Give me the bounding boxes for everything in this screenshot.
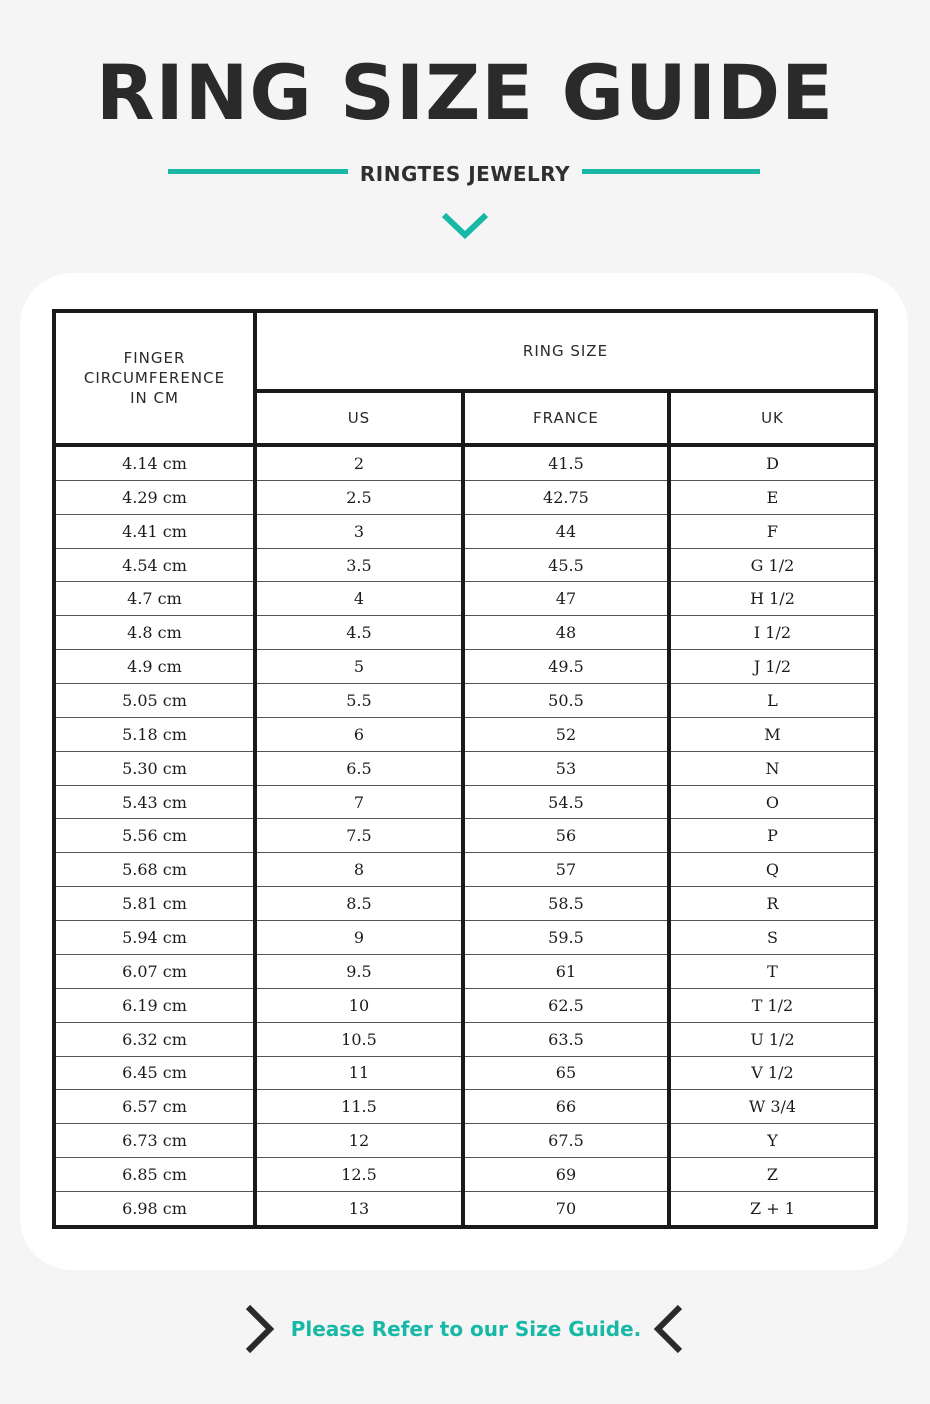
chevron-right-icon [242,1303,276,1355]
cell-circumference: 4.8 cm [54,616,255,650]
table-row [54,954,876,988]
cell-us: 2 [255,445,463,480]
table-row [54,921,876,955]
cell-us: 6 [255,717,463,751]
cell-circumference: 6.57 cm [54,1090,255,1124]
cell-france: 69 [463,1158,669,1192]
cell-circumference: 4.41 cm [54,514,255,548]
cell-uk: S [669,921,876,955]
cell-circumference: 6.07 cm [54,954,255,988]
cell-france: 47 [463,582,669,616]
cell-us: 5.5 [255,684,463,718]
chevron-left-icon [652,1303,686,1355]
cell-circumference: 5.05 cm [54,684,255,718]
cell-uk: R [669,887,876,921]
cell-us: 6.5 [255,751,463,785]
header-us: US [255,391,463,445]
cell-uk: I 1/2 [669,616,876,650]
cell-us: 8 [255,853,463,887]
cell-us: 9 [255,921,463,955]
cell-us: 12.5 [255,1158,463,1192]
brand-name: RINGTES JEWELRY [359,162,571,186]
cell-uk: V 1/2 [669,1056,876,1090]
cell-us: 7 [255,785,463,819]
table-row [54,785,876,819]
cell-france: 65 [463,1056,669,1090]
cell-circumference: 5.68 cm [54,853,255,887]
cell-uk: Z [669,1158,876,1192]
table-row [54,445,876,480]
cell-us: 7.5 [255,819,463,853]
cell-us: 11.5 [255,1090,463,1124]
cell-uk: Y [669,1124,876,1158]
cell-us: 13 [255,1191,463,1227]
cell-circumference: 5.81 cm [54,887,255,921]
ring-size-table [52,309,878,1229]
cell-circumference: 6.19 cm [54,988,255,1022]
cell-uk: G 1/2 [669,548,876,582]
cell-france: 67.5 [463,1124,669,1158]
left-divider [168,169,348,174]
cell-circumference: 5.43 cm [54,785,255,819]
cell-us: 4 [255,582,463,616]
cell-uk: Q [669,853,876,887]
cell-uk: N [669,751,876,785]
cell-circumference: 4.54 cm [54,548,255,582]
cell-us: 9.5 [255,954,463,988]
cell-france: 70 [463,1191,669,1227]
cell-france: 56 [463,819,669,853]
cell-circumference: 5.94 cm [54,921,255,955]
cell-circumference: 5.30 cm [54,751,255,785]
cell-france: 48 [463,616,669,650]
cell-circumference: 5.18 cm [54,717,255,751]
cell-circumference: 6.45 cm [54,1056,255,1090]
table-row [54,819,876,853]
cell-france: 59.5 [463,921,669,955]
cell-uk: P [669,819,876,853]
cell-us: 5 [255,650,463,684]
table-row [54,1124,876,1158]
header-finger-label: FINGER CIRCUMFERENCE IN CM [83,349,226,407]
cell-us: 3 [255,514,463,548]
table-row [54,582,876,616]
table-row [54,514,876,548]
cell-circumference: 6.85 cm [54,1158,255,1192]
cell-uk: U 1/2 [669,1022,876,1056]
cell-france: 52 [463,717,669,751]
cell-circumference: 5.56 cm [54,819,255,853]
cell-us: 2.5 [255,480,463,514]
cell-france: 44 [463,514,669,548]
cell-us: 8.5 [255,887,463,921]
header-uk: UK [669,391,876,445]
cell-uk: O [669,785,876,819]
cell-uk: T 1/2 [669,988,876,1022]
table-row [54,1090,876,1124]
cell-us: 3.5 [255,548,463,582]
header-ring-size: RING SIZE [255,311,876,391]
table-row [54,988,876,1022]
cell-us: 10.5 [255,1022,463,1056]
header-finger-circumference [54,311,255,445]
cell-france: 66 [463,1090,669,1124]
table-row [54,853,876,887]
cell-france: 42.75 [463,480,669,514]
table-row [54,1056,876,1090]
cell-france: 45.5 [463,548,669,582]
right-divider [582,169,760,174]
cell-uk: H 1/2 [669,582,876,616]
cell-france: 57 [463,853,669,887]
table-row [54,887,876,921]
cell-uk: W 3/4 [669,1090,876,1124]
table-row [54,1022,876,1056]
header-france: FRANCE [463,391,669,445]
cell-uk: E [669,480,876,514]
cell-france: 49.5 [463,650,669,684]
cell-france: 63.5 [463,1022,669,1056]
cell-france: 53 [463,751,669,785]
cell-france: 54.5 [463,785,669,819]
cell-us: 11 [255,1056,463,1090]
table-row [54,751,876,785]
cell-uk: M [669,717,876,751]
table-row [54,684,876,718]
cell-us: 12 [255,1124,463,1158]
footer-note: Please Refer to our Size Guide. [290,1317,642,1341]
cell-us: 10 [255,988,463,1022]
table-row [54,548,876,582]
cell-france: 62.5 [463,988,669,1022]
table-row [54,650,876,684]
cell-uk: L [669,684,876,718]
cell-uk: J 1/2 [669,650,876,684]
cell-uk: Z + 1 [669,1191,876,1227]
cell-uk: F [669,514,876,548]
cell-circumference: 4.14 cm [54,445,255,480]
cell-france: 50.5 [463,684,669,718]
table-row [54,616,876,650]
chevron-down-icon [440,210,490,242]
table-row [54,1191,876,1227]
page-title: RING SIZE GUIDE [95,48,835,137]
table-row [54,717,876,751]
cell-uk: D [669,445,876,480]
cell-us: 4.5 [255,616,463,650]
cell-france: 61 [463,954,669,988]
table-row [54,480,876,514]
cell-circumference: 4.9 cm [54,650,255,684]
cell-circumference: 6.98 cm [54,1191,255,1227]
cell-circumference: 6.73 cm [54,1124,255,1158]
cell-circumference: 6.32 cm [54,1022,255,1056]
cell-circumference: 4.7 cm [54,582,255,616]
cell-circumference: 4.29 cm [54,480,255,514]
cell-france: 41.5 [463,445,669,480]
cell-france: 58.5 [463,887,669,921]
cell-uk: T [669,954,876,988]
table-row [54,1158,876,1192]
